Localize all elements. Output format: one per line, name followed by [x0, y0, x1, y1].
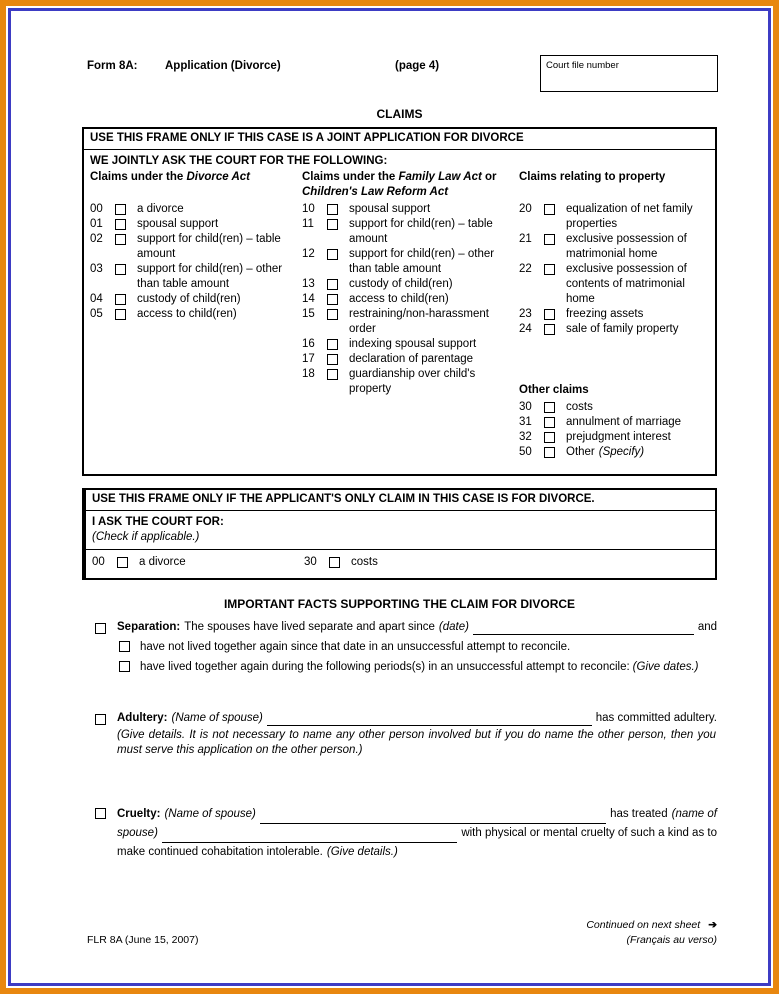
claim-checkbox[interactable]	[327, 309, 338, 320]
heading-act-name: Family Law Act	[398, 171, 482, 183]
specify-hint: (Specify)	[598, 446, 645, 458]
claim-item	[519, 202, 709, 232]
claim-item	[519, 445, 709, 460]
claim-code: 20	[519, 203, 532, 215]
separation-checkbox[interactable]	[95, 623, 106, 634]
footer-right-block	[586, 918, 717, 948]
claim-checkbox[interactable]	[115, 264, 126, 275]
claim-label: access to child(ren)	[349, 293, 449, 305]
claim-code: 24	[519, 323, 532, 335]
claim-code: 11	[302, 218, 314, 230]
name-of-spouse-hint: (Name of spouse)	[164, 808, 256, 820]
not-lived-together-text: have not lived together again since that date in an unsuccessful attempt to reconcile.	[140, 641, 571, 653]
separation-date-line[interactable]	[473, 622, 694, 635]
adultery-fact	[82, 711, 717, 757]
claim-label: a divorce	[139, 556, 186, 568]
claim-checkbox[interactable]	[327, 294, 338, 305]
claim-code: 03	[90, 263, 103, 275]
french-note: (Français au verso)	[626, 934, 717, 946]
claim-item	[90, 202, 302, 217]
claim-label: costs	[351, 556, 378, 568]
form-header	[82, 55, 717, 97]
joint-frame-banner: USE THIS FRAME ONLY IF THIS CASE IS A JOINT APPLICATION FOR DIVORCE	[84, 129, 715, 150]
claim-item	[302, 352, 519, 367]
claim-item	[90, 217, 302, 232]
cruelty-second-name-line[interactable]	[162, 830, 457, 843]
cruelty-body	[117, 805, 717, 862]
claim-code: 15	[302, 308, 315, 320]
claim-code: 01	[90, 218, 103, 230]
claim-code: 14	[302, 293, 315, 305]
separation-label: Separation:	[117, 621, 181, 633]
separation-body	[117, 620, 717, 675]
cruelty-line-1	[117, 805, 717, 824]
name-of-hint-part2: spouse)	[117, 827, 158, 839]
claim-item	[304, 555, 380, 570]
cruelty-checkbox[interactable]	[95, 808, 106, 819]
not-lived-together-checkbox[interactable]	[119, 641, 130, 652]
adultery-body	[117, 711, 717, 757]
claim-item	[302, 202, 519, 217]
claim-label: exclusive possession of matrimonial home	[566, 233, 687, 260]
claim-checkbox[interactable]	[544, 402, 555, 413]
claim-item	[519, 322, 709, 337]
claim-label: support for child(ren) – table amount	[137, 233, 281, 260]
and-text: and	[697, 621, 717, 633]
cruelty-line-2	[117, 824, 717, 843]
claim-code: 23	[519, 308, 532, 320]
continued-note	[586, 918, 717, 933]
check-if-applicable-note: (Check if applicable.)	[92, 531, 200, 543]
claim-item	[302, 337, 519, 352]
divorce-only-frame	[82, 488, 717, 580]
separation-line	[117, 620, 717, 635]
claim-item	[302, 247, 519, 277]
cruelty-label: Cruelty:	[117, 808, 161, 820]
ask-court-heading: I ASK THE COURT FOR:	[92, 516, 224, 528]
claim-item	[519, 307, 709, 322]
form-page-inner	[8, 8, 771, 986]
claim-checkbox[interactable]	[115, 294, 126, 305]
claim-checkbox[interactable]	[544, 234, 555, 245]
heading-text: or	[481, 171, 497, 183]
claim-code: 30	[304, 556, 317, 568]
claim-code: 10	[302, 203, 315, 215]
claim-code: 04	[90, 293, 103, 305]
separation-sub-option	[119, 660, 717, 675]
date-hint: (date)	[438, 621, 469, 633]
adultery-checkbox[interactable]	[95, 714, 106, 725]
claim-label: equalization of net family properties	[566, 203, 693, 230]
claim-checkbox[interactable]	[544, 204, 555, 215]
page-footer	[82, 918, 717, 948]
lived-together-again-checkbox[interactable]	[119, 661, 130, 672]
claim-label: declaration of parentage	[349, 353, 474, 365]
claim-code: 00	[90, 203, 103, 215]
court-file-number-label: Court file number	[546, 60, 619, 71]
other-claims-heading: Other claims	[519, 384, 589, 396]
right-arrow-icon: ➔	[708, 919, 717, 931]
claim-checkbox[interactable]	[544, 264, 555, 275]
column-family-law-heading	[302, 170, 519, 201]
adultery-details-note: (Give details. It is not necessary to name any other person involved but if you do name the other person, then you must serve this application on the other person.)	[117, 729, 716, 756]
form-number: Form 8A:	[87, 60, 138, 72]
claim-checkbox[interactable]	[544, 447, 555, 458]
cruelty-tail-text-2: make continued cohabitation intolerable.	[117, 846, 323, 858]
claim-label: freezing assets	[566, 308, 644, 320]
claim-item	[90, 292, 302, 307]
page-number: (page 4)	[395, 60, 440, 72]
claim-item	[90, 307, 302, 322]
claim-checkbox[interactable]	[327, 339, 338, 350]
claim-checkbox[interactable]	[544, 432, 555, 443]
claim-label	[566, 445, 709, 460]
claim-item	[519, 400, 709, 415]
claim-code: 00	[92, 556, 105, 568]
separation-text: The spouses have lived separate and apart since	[184, 621, 435, 633]
claim-checkbox[interactable]	[115, 204, 126, 215]
cruelty-fact	[82, 805, 717, 862]
claim-item	[90, 262, 302, 292]
heading-text: Claims under the	[302, 171, 399, 183]
claim-label: a divorce	[137, 203, 184, 215]
claim-code: 22	[519, 263, 532, 275]
give-dates-hint: (Give dates.)	[632, 661, 699, 673]
claim-code: 50	[519, 446, 532, 458]
claim-label: restraining/non-harassment order	[349, 308, 489, 335]
lived-together-again-text	[140, 660, 699, 675]
claim-checkbox[interactable]	[544, 324, 555, 335]
heading-act-name: Children's Law Reform Act	[302, 186, 449, 198]
claims-heading: CLAIMS	[376, 107, 423, 121]
claim-label: support for child(ren) – other than table amount	[137, 263, 283, 290]
claim-item	[519, 262, 709, 307]
claim-item	[302, 277, 519, 292]
claim-code: 12	[302, 248, 315, 260]
column-property	[519, 170, 709, 460]
heading-act-name: Divorce Act	[186, 171, 250, 183]
claim-item	[92, 555, 304, 570]
claim-checkbox[interactable]	[327, 279, 338, 290]
claim-checkbox[interactable]	[329, 557, 340, 568]
name-of-spouse-hint: (Name of spouse)	[171, 712, 263, 724]
claim-checkbox[interactable]	[327, 249, 338, 260]
claim-checkbox[interactable]	[327, 204, 338, 215]
separation-sub-option	[119, 640, 717, 655]
claim-code: 32	[519, 431, 532, 443]
adultery-label: Adultery:	[117, 712, 168, 724]
claim-code: 31	[519, 416, 532, 428]
claim-label-text: Other	[566, 446, 595, 458]
claim-code: 13	[302, 278, 315, 290]
claim-checkbox[interactable]	[115, 234, 126, 245]
claim-checkbox[interactable]	[327, 354, 338, 365]
heading-text: Claims under the	[90, 171, 187, 183]
claim-label: access to child(ren)	[137, 308, 237, 320]
claim-item	[302, 217, 519, 247]
sub-text: have lived together again during the following periods(s) in an unsuccessful attempt to reconcile:	[140, 661, 630, 673]
court-file-number-box[interactable]	[540, 55, 718, 92]
claim-code: 17	[302, 353, 315, 365]
claim-code: 02	[90, 233, 103, 245]
claim-label: guardianship over child's property	[349, 368, 476, 395]
column-family-law-act	[302, 170, 519, 460]
claim-code: 16	[302, 338, 315, 350]
cruelty-tail-text-1: with physical or mental cruelty of such a kind as to	[461, 827, 717, 839]
claim-label: exclusive possession of contents of matrimonial home	[566, 263, 687, 305]
divorce-options-row	[86, 549, 715, 578]
form-code: FLR 8A (June 15, 2007)	[87, 934, 199, 946]
claim-checkbox[interactable]	[544, 309, 555, 320]
claim-label: indexing spousal support	[349, 338, 477, 350]
claims-columns	[84, 170, 715, 460]
claim-label: annulment of marriage	[566, 416, 682, 428]
claim-code: 21	[519, 233, 532, 245]
claim-checkbox[interactable]	[327, 369, 338, 380]
column-divorce-act	[90, 170, 302, 460]
claim-checkbox[interactable]	[117, 557, 128, 568]
claim-label: support for child(ren) – table amount	[349, 218, 493, 245]
divorce-frame-body	[86, 511, 715, 578]
name-of-hint-part1: (name of	[671, 808, 717, 820]
form-title: Application (Divorce)	[165, 60, 281, 72]
claim-code: 05	[90, 308, 103, 320]
claim-item	[519, 415, 709, 430]
claim-item	[519, 430, 709, 445]
claim-item	[519, 232, 709, 262]
claim-checkbox[interactable]	[115, 309, 126, 320]
cruelty-spouse-name-line[interactable]	[260, 811, 606, 824]
column-property-heading: Claims relating to property	[519, 171, 666, 183]
claim-label: prejudgment interest	[566, 431, 671, 443]
adultery-line	[117, 711, 717, 726]
divorce-frame-banner: USE THIS FRAME ONLY IF THE APPLICANT'S ONLY CLAIM IN THIS CASE IS FOR DIVORCE.	[86, 490, 715, 511]
claim-item	[90, 232, 302, 262]
claim-item	[302, 367, 519, 397]
claim-label: costs	[566, 401, 593, 413]
joint-claims-frame	[82, 127, 717, 476]
claim-label: spousal support	[349, 203, 431, 215]
claim-label: spousal support	[137, 218, 219, 230]
cruelty-mid-text: has treated	[610, 808, 668, 820]
claim-checkbox[interactable]	[544, 417, 555, 428]
claim-checkbox[interactable]	[327, 219, 338, 230]
claim-label: sale of family property	[566, 323, 679, 335]
separation-fact	[82, 620, 717, 675]
claim-code: 18	[302, 368, 315, 380]
adultery-spouse-name-line[interactable]	[267, 713, 592, 726]
joint-frame-body	[84, 150, 715, 474]
claim-item	[302, 307, 519, 337]
important-facts-heading: IMPORTANT FACTS SUPPORTING THE CLAIM FOR DIVORCE	[223, 597, 576, 611]
column-divorce-act-heading	[90, 170, 302, 201]
joint-intro: WE JOINTLY ASK THE COURT FOR THE FOLLOWING:	[90, 155, 388, 167]
adultery-tail-text: has committed adultery.	[595, 712, 717, 724]
cruelty-line-3	[117, 843, 717, 862]
give-details-hint: (Give details.)	[326, 846, 398, 858]
claim-label: custody of child(ren)	[349, 278, 453, 290]
claim-label: custody of child(ren)	[137, 293, 241, 305]
continued-text: Continued on next sheet	[586, 919, 701, 931]
claim-item	[302, 292, 519, 307]
claim-checkbox[interactable]	[115, 219, 126, 230]
claim-code: 30	[519, 401, 532, 413]
claim-label: support for child(ren) – other than table amount	[349, 248, 495, 275]
